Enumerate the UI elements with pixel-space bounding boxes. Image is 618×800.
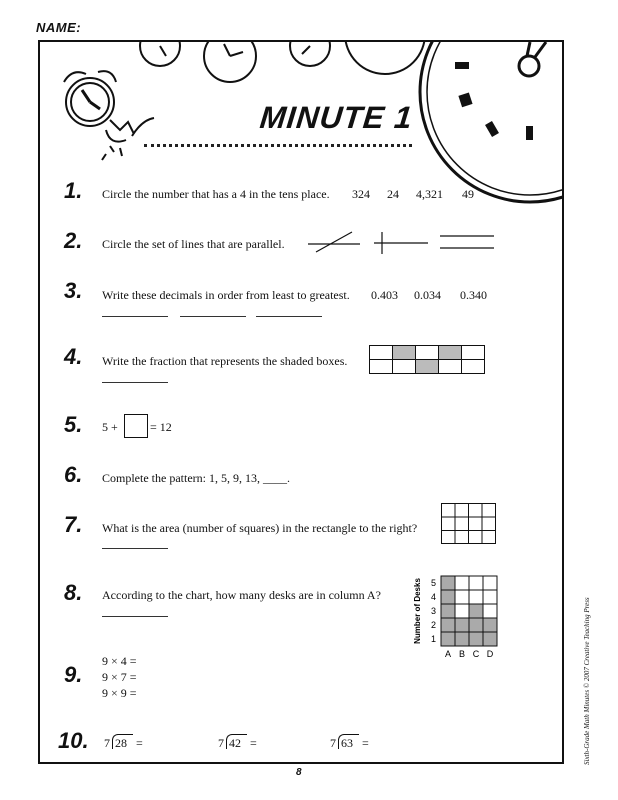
divisor: 7 — [104, 736, 110, 750]
grid-cell — [455, 576, 469, 590]
worksheet-frame — [38, 40, 564, 764]
title-dotted-rule — [144, 144, 412, 147]
decimal-option: 0.403 — [371, 288, 398, 302]
x-category-label: B — [458, 649, 466, 659]
answer-box[interactable] — [124, 414, 148, 438]
question-text: What is the area (number of squares) in the rectangle to the right? — [102, 521, 418, 535]
x-category-label: A — [444, 649, 452, 659]
question-text: Complete the pattern: 1, 5, 9, 13, ____. — [102, 471, 290, 485]
grid-cell — [469, 590, 483, 604]
question-number: 9. — [64, 662, 83, 687]
name-label: NAME: — [36, 20, 82, 35]
question-number: 6. — [64, 462, 83, 487]
question-text: Circle the number that has a 4 in the tens place. — [102, 187, 330, 201]
dividend: 63 — [341, 736, 353, 750]
answer-option: 4,321 — [416, 187, 443, 201]
y-tick-label: 3 — [430, 606, 436, 616]
grid-cell — [483, 576, 497, 590]
divisor: 7 — [218, 736, 224, 750]
equals-sign: = — [136, 736, 143, 750]
y-tick-label: 5 — [430, 578, 436, 588]
x-category-label: D — [486, 649, 494, 659]
shaded-boxes-figure — [369, 345, 485, 375]
desk-bar-chart — [410, 572, 510, 664]
y-axis-label: Number of Desks — [413, 578, 422, 644]
y-tick-label: 4 — [430, 592, 436, 602]
dividend: 42 — [229, 736, 241, 750]
bar-C — [469, 604, 483, 646]
page-title: MINUTE 1 — [258, 100, 415, 135]
grid-cell — [469, 576, 483, 590]
question-number: 1. — [64, 178, 83, 203]
y-tick-label: 2 — [430, 620, 436, 630]
question-text: According to the chart, how many desks are in column A? — [102, 588, 381, 602]
divisor: 7 — [330, 736, 336, 750]
question-text: Write these decimals in order from least to greatest. — [102, 288, 350, 302]
answer-blank[interactable] — [102, 616, 168, 617]
question-text: Circle the set of lines that are parallel. — [102, 237, 285, 251]
grid-cell — [455, 590, 469, 604]
answer-blank[interactable] — [102, 316, 168, 317]
grid-cell — [455, 604, 469, 618]
y-tick-label: 1 — [430, 634, 436, 644]
question-text: Write the fraction that represents the shaded boxes. — [102, 354, 348, 368]
answer-blank[interactable] — [102, 382, 168, 383]
question-number: 5. — [64, 412, 83, 437]
answer-blank[interactable] — [256, 316, 322, 317]
grid-cell — [483, 604, 497, 618]
bar-A — [441, 576, 455, 646]
line-sets-figure — [308, 230, 498, 254]
equals-sign: = — [250, 736, 257, 750]
decimal-option: 0.034 — [414, 288, 441, 302]
x-category-label: C — [472, 649, 480, 659]
equals-sign: = — [362, 736, 369, 750]
answer-option: 324 — [352, 187, 370, 201]
question-number: 2. — [64, 228, 83, 253]
answer-blank[interactable] — [180, 316, 246, 317]
question-number: 10. — [58, 728, 89, 753]
multiplication-fact: 9 × 9 = — [102, 686, 137, 700]
question-number: 8. — [64, 580, 83, 605]
multiplication-fact: 9 × 7 = — [102, 670, 137, 684]
multiplication-fact: 9 × 4 = — [102, 654, 137, 668]
copyright-credit: Sixth-Grade Math Minutes © 2007 Creative Teaching Press — [583, 597, 591, 765]
question-number: 7. — [64, 512, 83, 537]
question-number: 3. — [64, 278, 83, 303]
equation-left: 5 + — [102, 420, 118, 434]
area-grid-figure — [441, 503, 497, 545]
answer-option: 24 — [387, 187, 399, 201]
page-number: 8 — [296, 767, 302, 778]
dividend: 28 — [115, 736, 127, 750]
question-number: 4. — [64, 344, 83, 369]
equation-right: = 12 — [150, 420, 172, 434]
answer-blank[interactable] — [102, 548, 168, 549]
answer-option: 49 — [462, 187, 474, 201]
decimal-option: 0.340 — [460, 288, 487, 302]
grid-cell — [483, 590, 497, 604]
